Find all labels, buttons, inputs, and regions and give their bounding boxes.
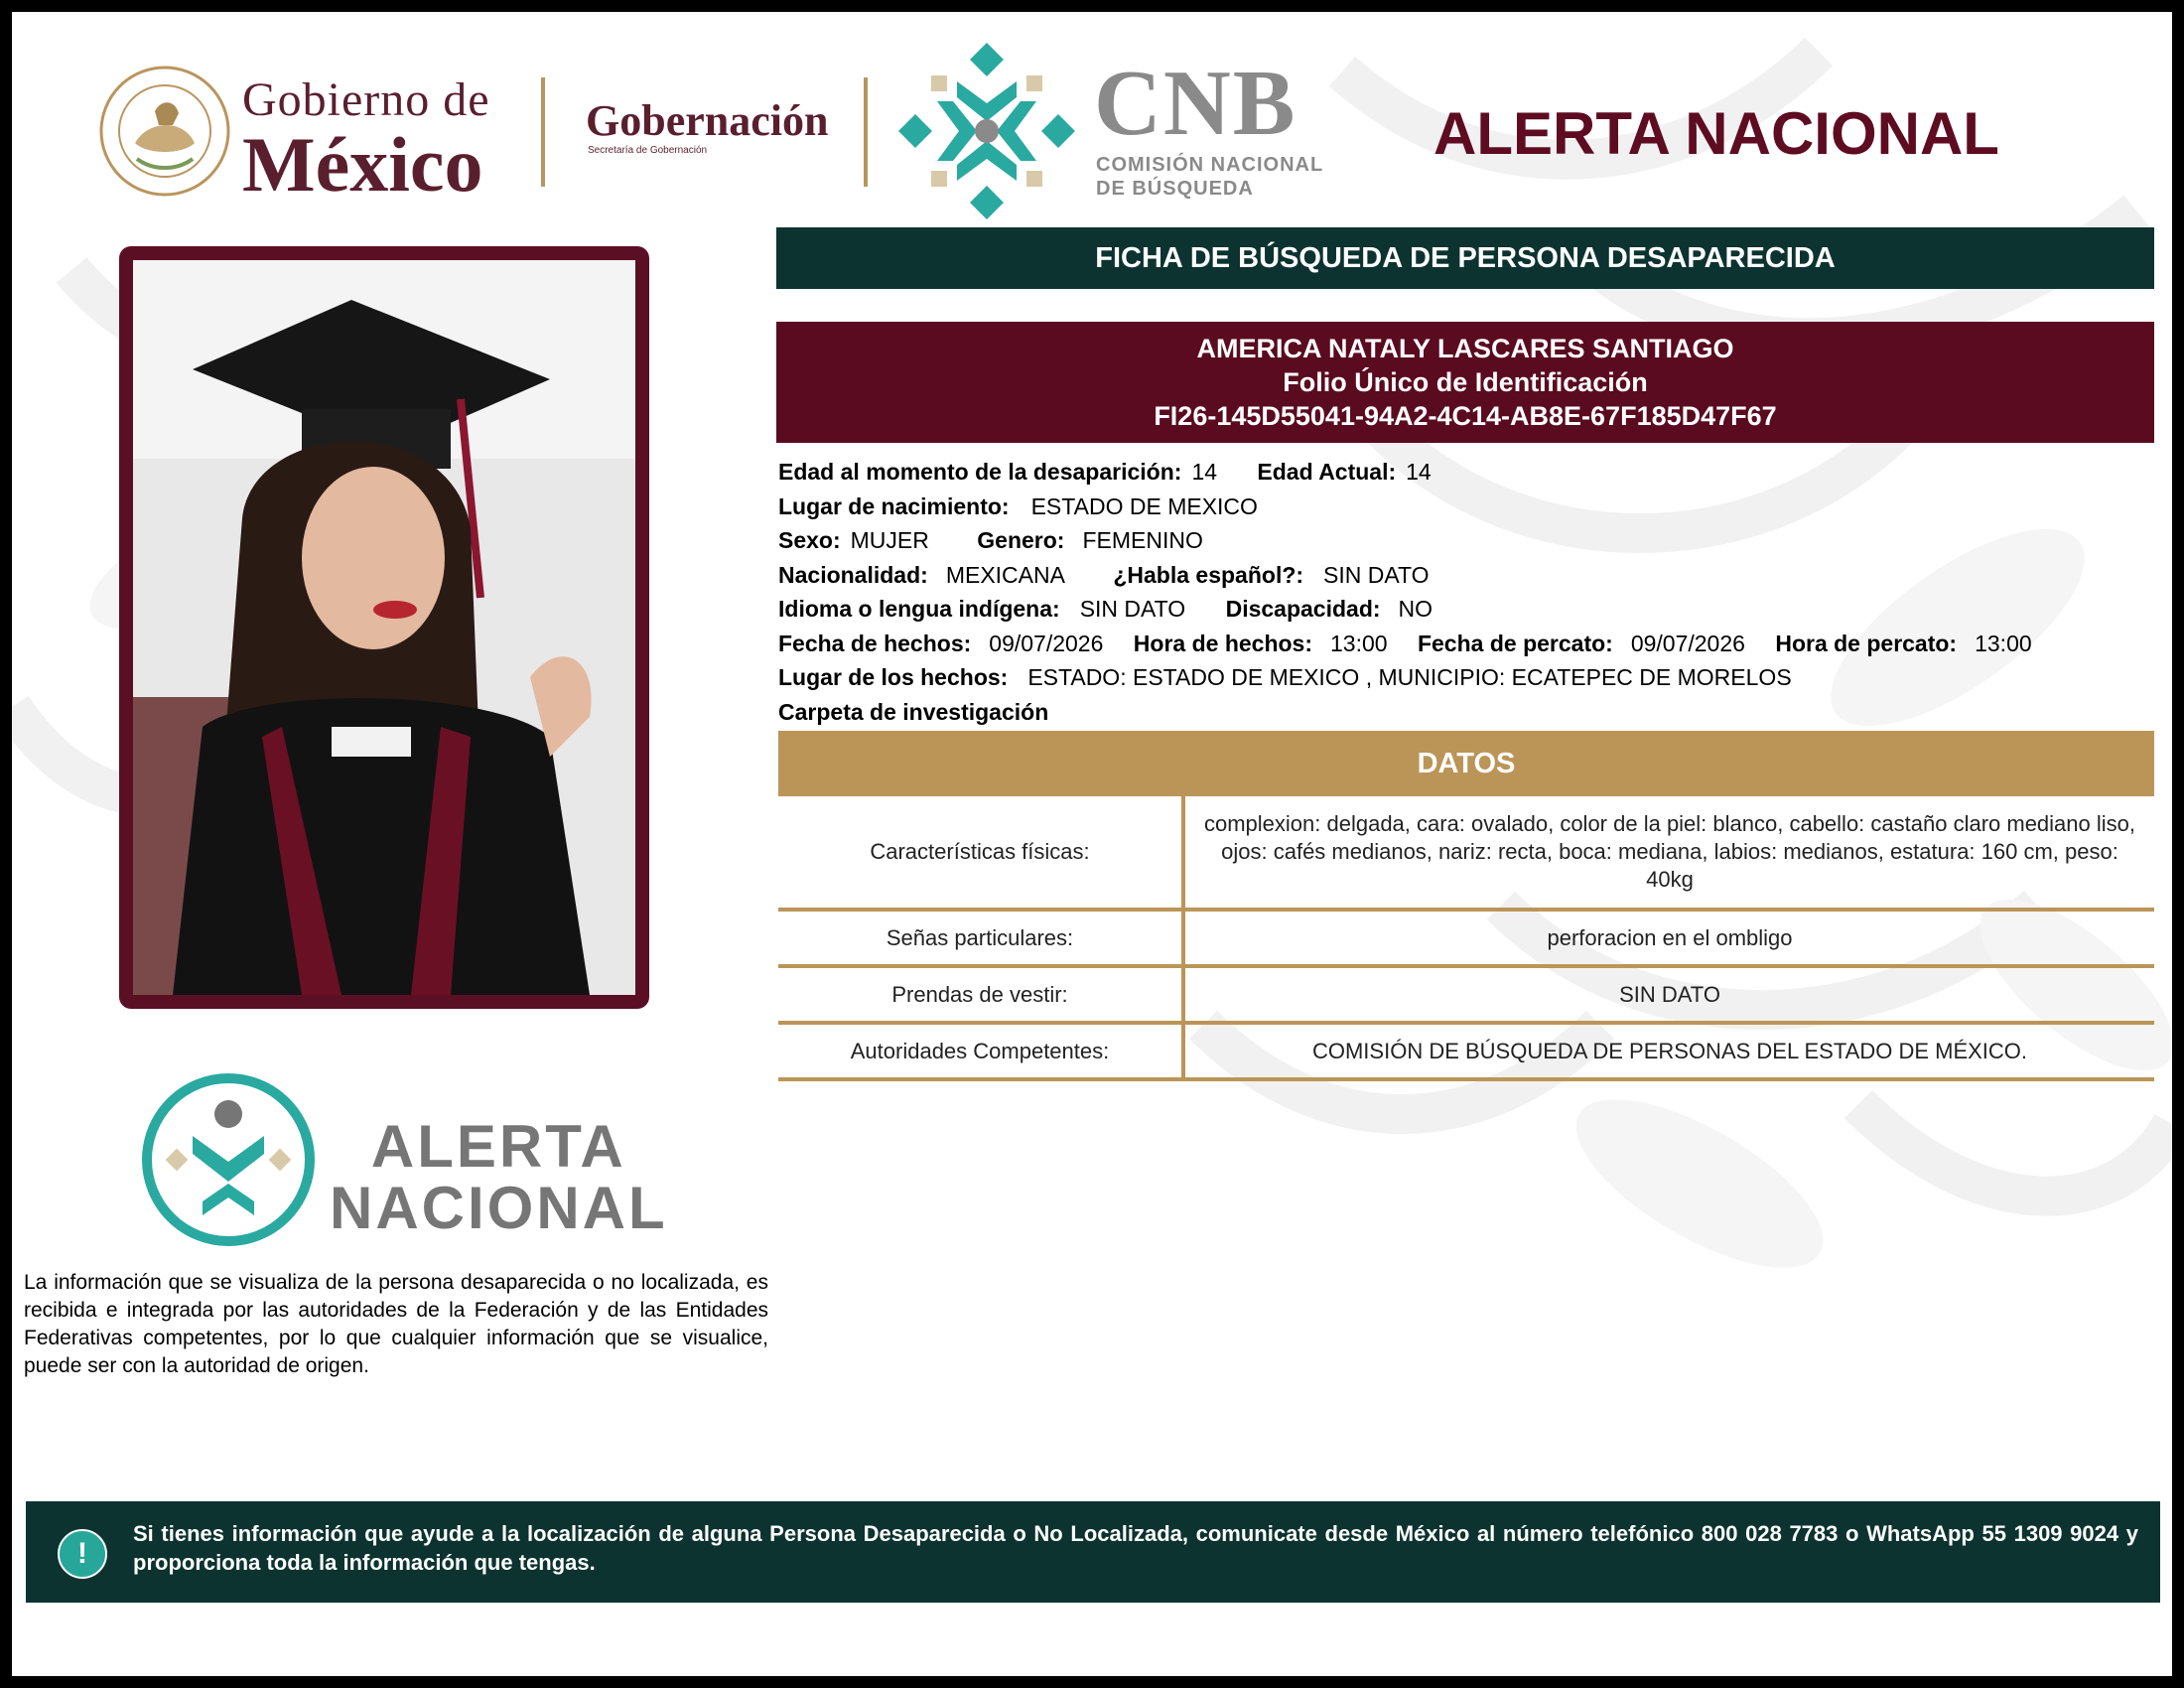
table-row <box>778 1023 2154 1079</box>
table-value: SIN DATO <box>1183 966 2154 1023</box>
footer-banner <box>26 1501 2160 1603</box>
habla-espanol-value: SIN DATO <box>1323 561 1430 588</box>
idioma-label: Idioma o lengua indígena: <box>778 596 1060 622</box>
fecha-percato-value: 09/07/2026 <box>1630 630 1745 656</box>
edad-actual-value: 14 <box>1406 459 1432 485</box>
info-row <box>778 627 2156 661</box>
habla-espanol-label: ¿Habla español?: <box>1113 561 1304 588</box>
person-photo <box>133 260 635 995</box>
sexo-value: MUJER <box>850 527 929 553</box>
table-key: Señas particulares: <box>778 910 1183 966</box>
cnb-logo-icon <box>897 42 1076 220</box>
info-row <box>778 695 2156 730</box>
photo-frame <box>119 246 649 1009</box>
carpeta-label: Carpeta de investigación <box>778 698 1049 725</box>
alert-sheet <box>12 12 2172 1676</box>
edad-desaparicion-label: Edad al momento de la desaparición: <box>778 459 1182 485</box>
datos-table <box>778 796 2154 1081</box>
lugar-hechos-value: ESTADO: ESTADO DE MEXICO , MUNICIPIO: ECATEPEC DE MORELOS <box>1027 664 1792 690</box>
table-value: complexion: delgada, cara: ovalado, color de la piel: blanco, cabello: castaño claro mediano liso, ojos: cafés medianos, nariz: recta, boca: mediana, labios: medianos, estatura: 160 cm, peso: 40kg <box>1183 796 2154 910</box>
folio-label: Folio Único de Identificación <box>1283 367 1648 397</box>
ficha-title-bar: FICHA DE BÚSQUEDA DE PERSONA DESAPARECIDA <box>776 227 2154 289</box>
fecha-percato-label: Fecha de percato: <box>1417 630 1613 656</box>
nacionalidad-label: Nacionalidad: <box>778 561 928 588</box>
person-name-box <box>776 322 2154 443</box>
gobierno-line2: México <box>242 121 483 208</box>
edad-desaparicion-value: 14 <box>1191 459 1218 485</box>
cnb-subtitle-line2: DE BÚSQUEDA <box>1096 178 1254 200</box>
info-row <box>778 523 2156 558</box>
lugar-nacimiento-value: ESTADO DE MEXICO <box>1030 492 1258 519</box>
divider <box>541 77 545 187</box>
info-row <box>778 660 2156 695</box>
table-row <box>778 966 2154 1023</box>
idioma-value: SIN DATO <box>1079 596 1186 622</box>
alerta-nacional-title: ALERTA NACIONAL <box>1433 100 1999 167</box>
gobernacion-logo: Gobernación <box>586 96 829 145</box>
info-row <box>778 455 2156 490</box>
alerta-wordmark-line2: NACIONAL <box>330 1175 668 1241</box>
person-info <box>778 455 2156 729</box>
divider <box>864 77 868 187</box>
alerta-wordmark-line1: ALERTA <box>370 1113 626 1180</box>
info-row <box>778 490 2156 524</box>
info-row <box>778 558 2156 593</box>
genero-value: FEMENINO <box>1082 527 1203 553</box>
table-row <box>778 910 2154 966</box>
person-name: AMERICA NATALY LASCARES SANTIAGO <box>1196 334 1734 363</box>
disclaimer-text: La información que se visualiza de la persona desaparecida o no localizada, es recibida e integrada por las autoridades de la Federación y de las Entidades Federativas competentes, por lo que cualquier información que se visualice, puede ser con la autoridad de origen. <box>24 1271 768 1377</box>
footer-message: Si tienes información que ayude a la localización de alguna Persona Desaparecida o No Localizada, comunicate desde México al número telefónico 800 028 7783 o WhatsApp 55 1309 9024 y proporciona toda la información que tengas. <box>133 1521 2138 1575</box>
gobierno-de-mexico-logo <box>242 73 490 208</box>
fecha-hechos-label: Fecha de hechos: <box>778 630 972 656</box>
hora-hechos-label: Hora de hechos: <box>1133 630 1313 656</box>
cnb-subtitle <box>1096 153 1323 201</box>
genero-label: Genero: <box>977 527 1065 553</box>
info-row <box>778 592 2156 627</box>
table-row <box>778 796 2154 910</box>
mexico-seal-icon <box>95 62 234 201</box>
nacionalidad-value: MEXICANA <box>945 561 1065 588</box>
gobierno-line1: Gobierno de <box>242 73 490 126</box>
fecha-hechos-value: 09/07/2026 <box>989 630 1104 656</box>
cnb-wordmark: CNB <box>1094 52 1297 155</box>
folio-value: FI26-145D55041-94A2-4C14-AB8E-67F185D47F67 <box>1154 401 1777 431</box>
exclamation-icon: ! <box>58 1529 107 1579</box>
table-key: Características físicas: <box>778 796 1183 910</box>
cnb-subtitle-line1: COMISIÓN NACIONAL <box>1096 154 1324 176</box>
hora-percato-value: 13:00 <box>1975 630 2032 656</box>
edad-actual-label: Edad Actual: <box>1257 459 1397 485</box>
table-key: Autoridades Competentes: <box>778 1023 1183 1079</box>
lugar-nacimiento-label: Lugar de nacimiento: <box>778 492 1010 519</box>
hora-hechos-value: 13:00 <box>1330 630 1388 656</box>
discapacidad-value: NO <box>1398 596 1433 622</box>
discapacidad-label: Discapacidad: <box>1225 596 1381 622</box>
sexo-label: Sexo: <box>778 527 841 553</box>
hora-percato-label: Hora de percato: <box>1775 630 1958 656</box>
table-value: COMISIÓN DE BÚSQUEDA DE PERSONAS DEL ESTADO DE MÉXICO. <box>1183 1023 2154 1079</box>
alerta-nacional-wordmark <box>330 1113 668 1241</box>
table-value: perforacion en el ombligo <box>1183 910 2154 966</box>
alerta-nacional-logo-icon <box>139 1070 318 1249</box>
datos-header: DATOS <box>778 731 2154 796</box>
gobernacion-subtitle: Secretaría de Gobernación <box>588 145 708 156</box>
header <box>12 12 2172 220</box>
lugar-hechos-label: Lugar de los hechos: <box>778 664 1009 690</box>
table-key: Prendas de vestir: <box>778 966 1183 1023</box>
